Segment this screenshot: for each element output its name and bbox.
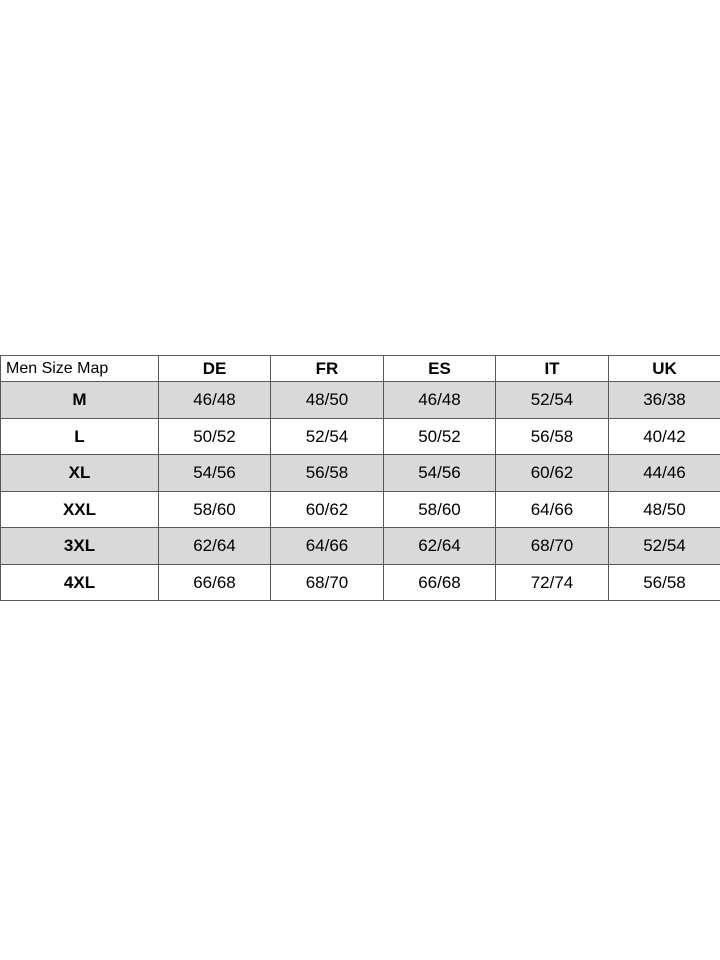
header-row	[1, 356, 720, 382]
value-cell: 52/54	[271, 418, 384, 455]
size-label: M	[1, 382, 159, 419]
column-header-de: DE	[159, 356, 271, 382]
value-cell: 56/58	[609, 564, 720, 601]
value-cell: 56/58	[271, 455, 384, 492]
value-cell: 36/38	[609, 382, 720, 419]
value-cell: 50/52	[384, 418, 496, 455]
column-header-uk: UK	[609, 356, 720, 382]
table-row-xxl	[1, 491, 720, 528]
value-cell: 68/70	[496, 528, 609, 565]
value-cell: 48/50	[609, 491, 720, 528]
size-label: 4XL	[1, 564, 159, 601]
value-cell: 50/52	[159, 418, 271, 455]
value-cell: 54/56	[384, 455, 496, 492]
value-cell: 64/66	[271, 528, 384, 565]
size-label: 3XL	[1, 528, 159, 565]
value-cell: 46/48	[159, 382, 271, 419]
table-row-m	[1, 382, 720, 419]
value-cell: 52/54	[609, 528, 720, 565]
table-row-l	[1, 418, 720, 455]
value-cell: 48/50	[271, 382, 384, 419]
table-row-4xl	[1, 564, 720, 601]
value-cell: 68/70	[271, 564, 384, 601]
table-row-xl	[1, 455, 720, 492]
value-cell: 62/64	[384, 528, 496, 565]
value-cell: 66/68	[384, 564, 496, 601]
column-header-it: IT	[496, 356, 609, 382]
value-cell: 66/68	[159, 564, 271, 601]
value-cell: 40/42	[609, 418, 720, 455]
value-cell: 52/54	[496, 382, 609, 419]
value-cell: 64/66	[496, 491, 609, 528]
column-header-fr: FR	[271, 356, 384, 382]
size-label: XL	[1, 455, 159, 492]
table-title: Men Size Map	[1, 356, 159, 382]
value-cell: 58/60	[159, 491, 271, 528]
column-header-es: ES	[384, 356, 496, 382]
value-cell: 60/62	[496, 455, 609, 492]
men-size-map-table	[0, 355, 720, 601]
value-cell: 58/60	[384, 491, 496, 528]
value-cell: 72/74	[496, 564, 609, 601]
table-row-3xl	[1, 528, 720, 565]
value-cell: 46/48	[384, 382, 496, 419]
value-cell: 62/64	[159, 528, 271, 565]
value-cell: 60/62	[271, 491, 384, 528]
value-cell: 44/46	[609, 455, 720, 492]
value-cell: 54/56	[159, 455, 271, 492]
value-cell: 56/58	[496, 418, 609, 455]
size-label: XXL	[1, 491, 159, 528]
size-label: L	[1, 418, 159, 455]
